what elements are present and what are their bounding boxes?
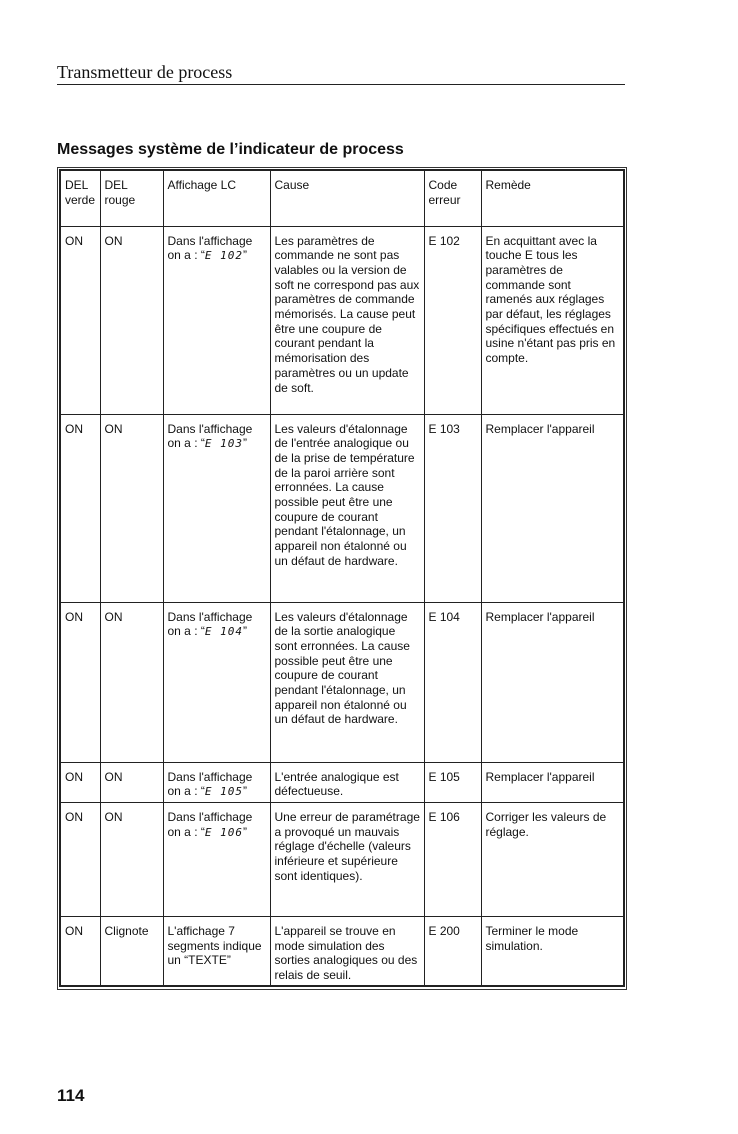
section-title: Messages système de l’indicateur de process [57, 141, 404, 158]
remede-cell: En acquittant avec la touche E tous les paramètres de commande sont ramenés aux réglages par défaut, les réglages spécifiques effectués en usine n'étant pas pris en compte. [481, 226, 624, 414]
del-rouge-cell: Clignote [100, 916, 163, 986]
table-header-row [60, 170, 624, 226]
header-cell: DEL rouge [100, 170, 163, 226]
lc-text: Dans l'affichage on a : “ [167, 421, 253, 451]
code-erreur-cell: E 105 [424, 762, 481, 802]
del-rouge-cell: ON [100, 602, 163, 762]
del-rouge-cell: ON [100, 802, 163, 916]
header-cell: Affichage LC [163, 170, 270, 226]
del-verde-cell: ON [60, 802, 100, 916]
system-messages-table [59, 169, 625, 987]
del-verde-cell: ON [60, 762, 100, 802]
del-verde-cell: ON [60, 414, 100, 602]
table-row [60, 916, 624, 986]
lcd-code: E 104 [204, 625, 243, 639]
cause-cell: L'entrée analogique est défectueuse. [270, 762, 424, 802]
del-verde-cell: ON [60, 602, 100, 762]
del-rouge-cell: ON [100, 226, 163, 414]
lcd-code: E 105 [204, 785, 243, 799]
lc-text: Dans l'affichage on a : “ [167, 769, 253, 799]
remede-cell: Remplacer l'appareil [481, 762, 624, 802]
cause-cell: L'appareil se trouve en mode simulation des sorties analogiques ou des relais de seuil. [270, 916, 424, 986]
code-erreur-cell: E 106 [424, 802, 481, 916]
lcd-code: E 103 [204, 437, 243, 451]
page-number: 114 [57, 1086, 85, 1105]
table-row [60, 226, 624, 414]
code-erreur-cell: E 200 [424, 916, 481, 986]
header-cell: Cause [270, 170, 424, 226]
code-erreur-cell: E 104 [424, 602, 481, 762]
del-verde-cell: ON [60, 916, 100, 986]
header-cell: Code erreur [424, 170, 481, 226]
affichage-lc-cell [163, 414, 270, 602]
lc-text: Dans l'affichage on a : “ [167, 233, 253, 263]
table-row [60, 602, 624, 762]
remede-cell: Corriger les valeurs de réglage. [481, 802, 624, 916]
del-verde-cell: ON [60, 226, 100, 414]
affichage-lc-cell [163, 802, 270, 916]
lc-suffix: ” [242, 436, 247, 451]
remede-cell: Remplacer l'appareil [481, 414, 624, 602]
code-erreur-cell: E 103 [424, 414, 481, 602]
lc-suffix: ” [242, 624, 247, 639]
lc-text: Dans l'affichage on a : “ [167, 809, 253, 839]
table-row [60, 414, 624, 602]
affichage-lc-cell [163, 602, 270, 762]
lc-suffix: ” [242, 824, 247, 839]
cause-cell: Une erreur de paramétrage a provoqué un mauvais réglage d'échelle (valeurs inférieure et supérieure sont identiques). [270, 802, 424, 916]
cause-cell: Les valeurs d'étalonnage de l'entrée analogique ou de la prise de température de la paroi arrière sont erronnées. La cause possible peut être une coupure de courant pendant l'étalonnage, un appareil non étalonné ou un défaut de hardware. [270, 414, 424, 602]
affichage-lc-cell [163, 762, 270, 802]
table-row [60, 762, 624, 802]
header-cell: DEL verde [60, 170, 100, 226]
cause-cell: Les valeurs d'étalonnage de la sortie analogique sont erronnées. La cause possible peut être une coupure de courant pendant l'étalonnage, un appareil non étalonné ou un défaut de hardware. [270, 602, 424, 762]
table-frame [57, 167, 627, 990]
cause-cell: Les paramètres de commande ne sont pas valables ou la version de soft ne correspond pas aux paramètres de commande mémorisés. La cause peut être une coupure de courant pendant la mémorisation des paramètres ou un update de soft. [270, 226, 424, 414]
table-row [60, 802, 624, 916]
remede-cell: Remplacer l'appareil [481, 602, 624, 762]
del-rouge-cell: ON [100, 414, 163, 602]
code-erreur-cell: E 102 [424, 226, 481, 414]
running-header: Transmetteur de process [57, 62, 625, 85]
header-cell: Remède [481, 170, 624, 226]
affichage-lc-cell [163, 226, 270, 414]
lc-text: L'affichage 7 segments indique un “TEXTE” [167, 923, 262, 968]
affichage-lc-cell [163, 916, 270, 986]
lc-suffix: ” [242, 248, 247, 263]
lc-text: Dans l'affichage on a : “ [167, 609, 253, 639]
remede-cell: Terminer le mode simulation. [481, 916, 624, 986]
lcd-code: E 106 [204, 825, 243, 839]
lcd-code: E 102 [204, 249, 243, 263]
lc-suffix: ” [242, 784, 247, 799]
del-rouge-cell: ON [100, 762, 163, 802]
